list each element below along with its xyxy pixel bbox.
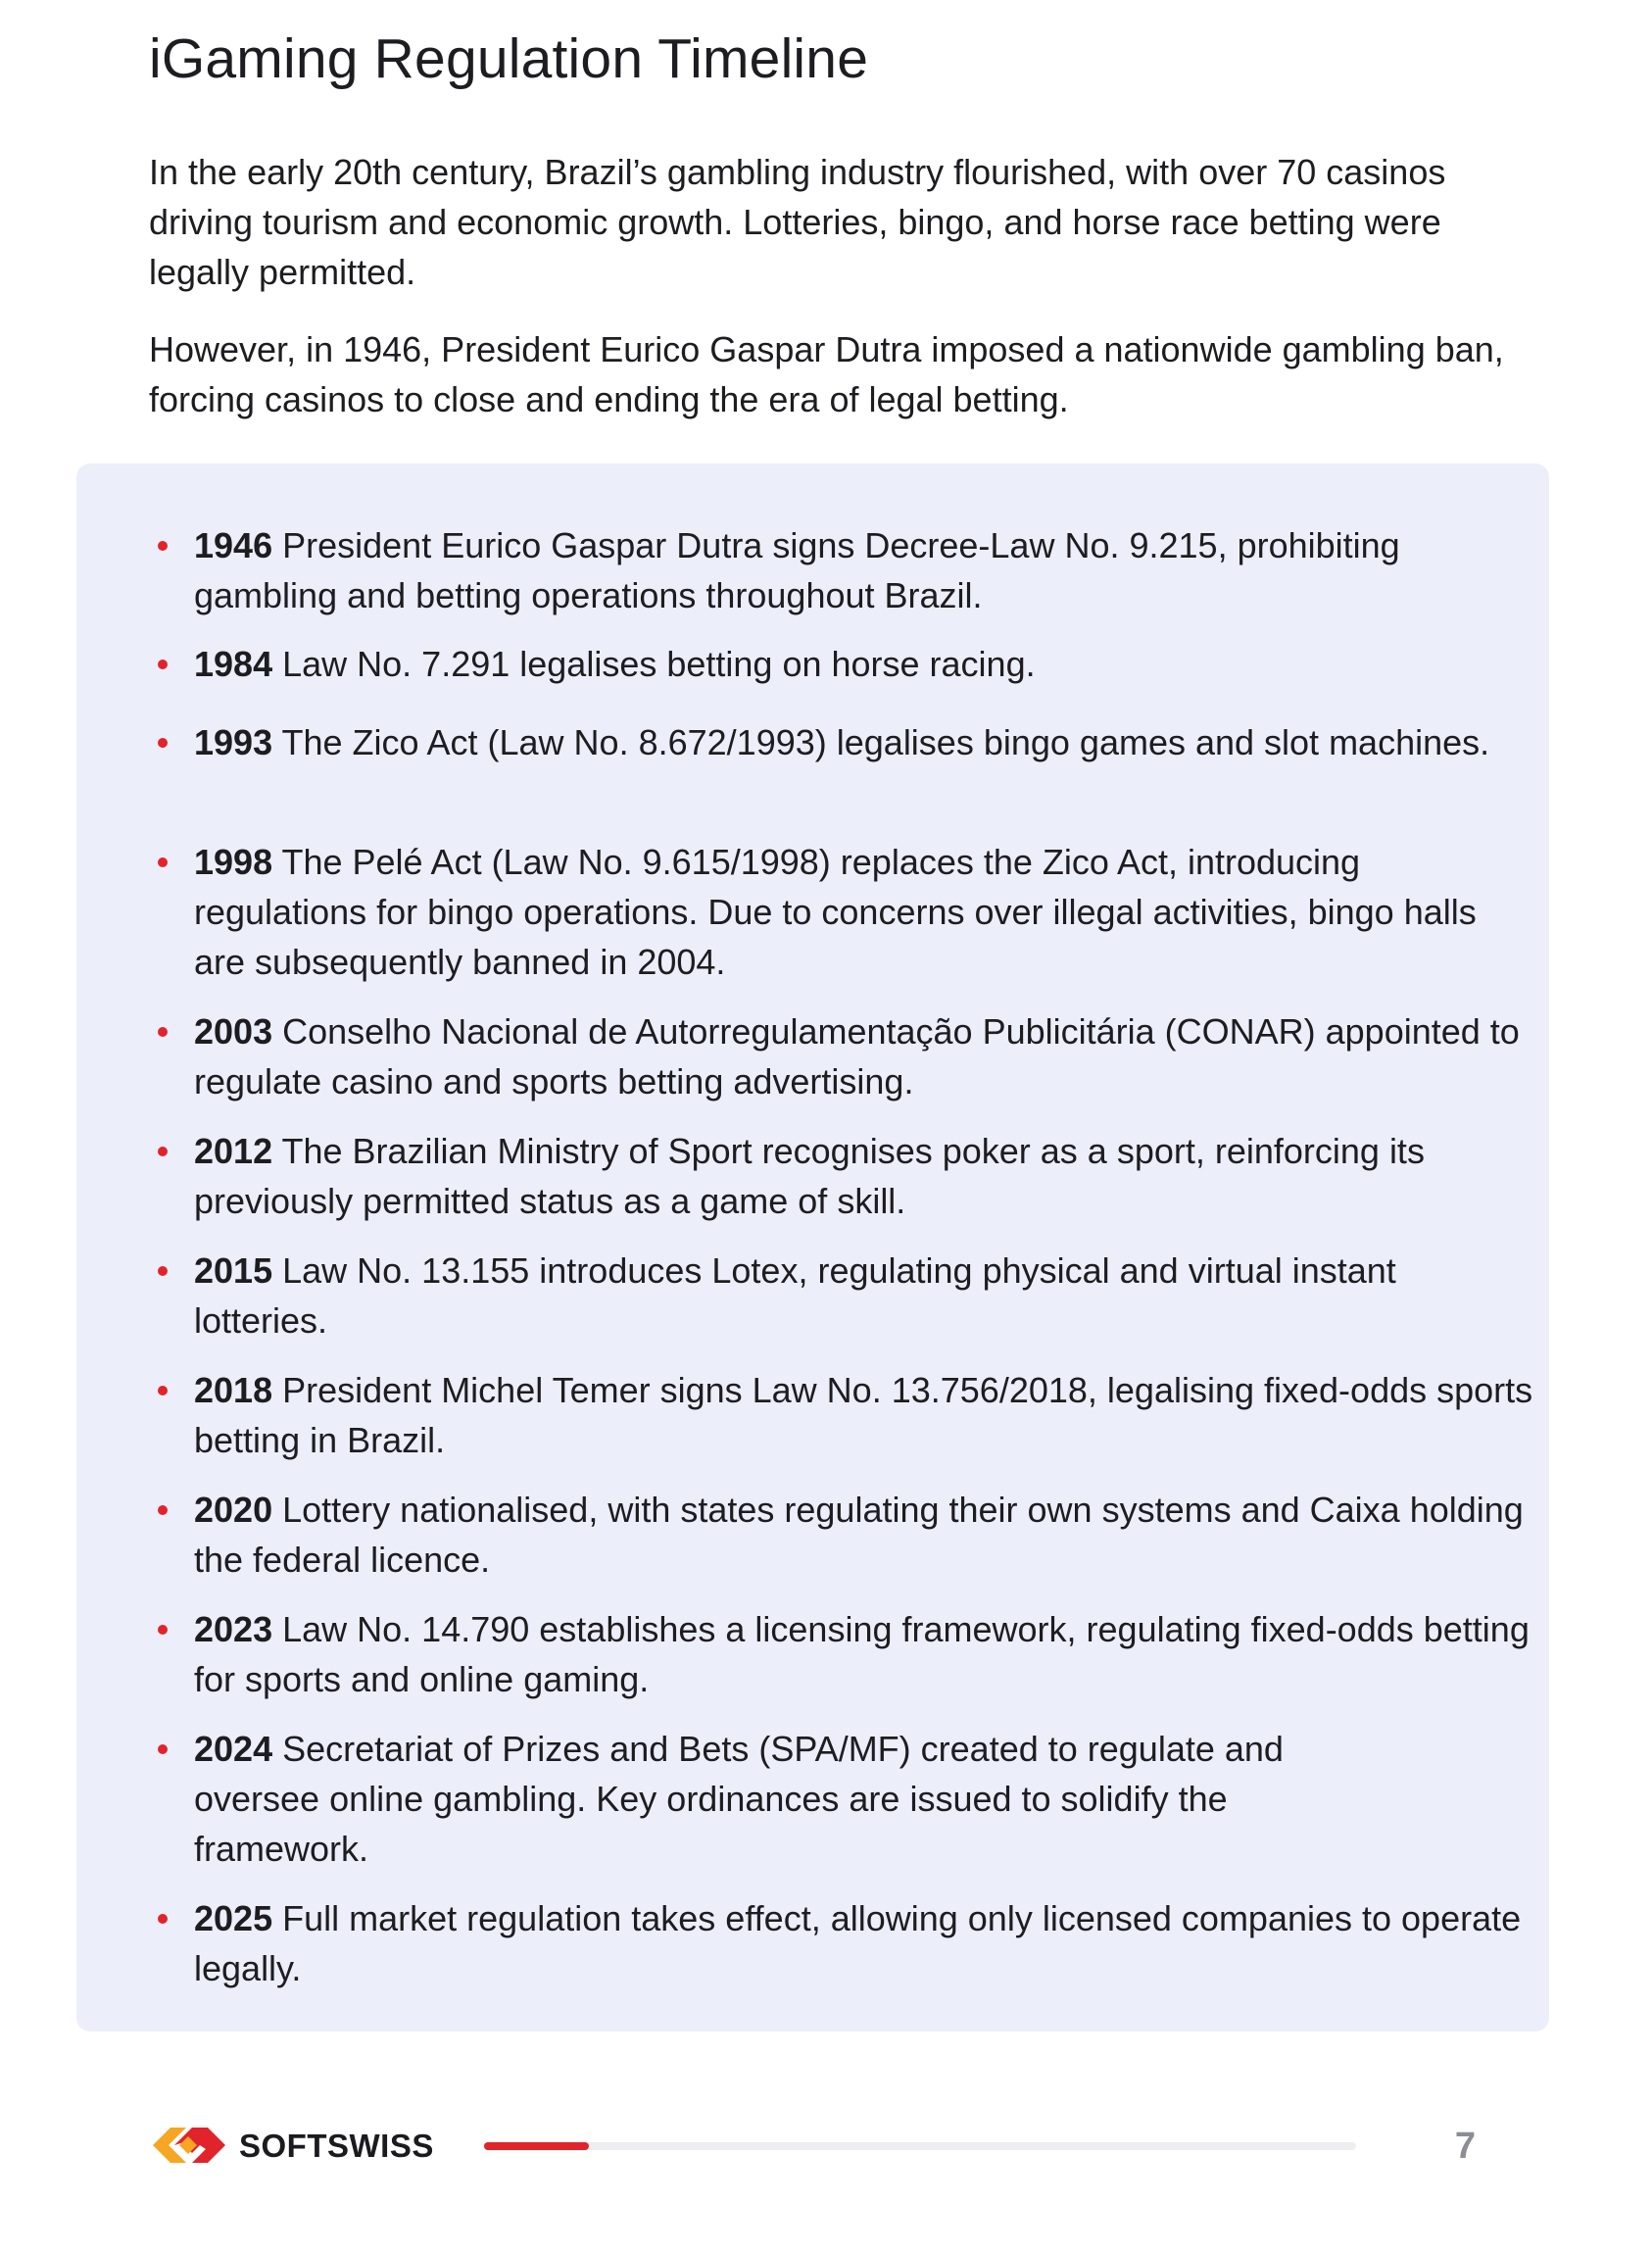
timeline-description: Lottery nationalised, with states regulating their own systems and Caixa holding the federal licence. bbox=[194, 1490, 1524, 1580]
timeline-item-text bbox=[194, 639, 1536, 689]
timeline-year: 1998 bbox=[194, 842, 273, 882]
timeline-description: Law No. 14.790 establishes a licensing framework, regulating fixed-odds betting for sports and online gaming. bbox=[194, 1609, 1530, 1699]
timeline-item-text bbox=[194, 1893, 1536, 1993]
timeline-description: Full market regulation takes effect, allowing only licensed companies to operate legally. bbox=[194, 1898, 1522, 1988]
timeline-year: 1946 bbox=[194, 525, 273, 565]
timeline-item-text bbox=[194, 1006, 1536, 1106]
timeline-year: 2020 bbox=[194, 1490, 273, 1530]
timeline-year: 1984 bbox=[194, 644, 273, 684]
timeline-item-text bbox=[194, 1246, 1536, 1346]
page-footer bbox=[0, 2107, 1652, 2185]
brand-name: SOFTSWISS bbox=[239, 2128, 434, 2164]
intro-section bbox=[149, 147, 1521, 424]
reading-progress-bar bbox=[484, 2142, 1356, 2150]
timeline-description: Law No. 13.155 introduces Lotex, regulating physical and virtual instant lotteries. bbox=[194, 1250, 1396, 1341]
intro-paragraph: In the early 20th century, Brazil’s gambling industry flourished, with over 70 casinos driving tourism and economic growth. Lotteries, bingo, and horse race betting were legally permitted. bbox=[149, 152, 1446, 292]
timeline-year: 1993 bbox=[194, 722, 273, 762]
bullet-icon bbox=[158, 660, 168, 669]
timeline-item-text bbox=[194, 1126, 1536, 1226]
bullet-icon bbox=[158, 857, 168, 867]
intro-paragraph: However, in 1946, President Eurico Gaspar Dutra imposed a nationwide gambling ban, forcing casinos to close and ending the era of legal betting. bbox=[149, 329, 1504, 419]
reading-progress-fill bbox=[484, 2142, 589, 2150]
bullet-icon bbox=[158, 541, 168, 551]
timeline-item-text bbox=[194, 837, 1536, 987]
timeline-year: 2023 bbox=[194, 1609, 273, 1649]
timeline-description: The Zico Act (Law No. 8.672/1993) legalises bingo games and slot machines. bbox=[281, 722, 1490, 762]
timeline-year: 2025 bbox=[194, 1898, 273, 1938]
timeline-description: Secretariat of Prizes and Bets (SPA/MF) created to regulate and oversee online gambling. Key ordinances are issued to solidify the framework. bbox=[194, 1729, 1284, 1869]
bullet-icon bbox=[158, 1147, 168, 1156]
timeline-panel bbox=[76, 464, 1549, 2032]
bullet-icon bbox=[158, 1505, 168, 1515]
timeline-year: 2024 bbox=[194, 1729, 273, 1769]
timeline-item-text bbox=[194, 520, 1536, 620]
timeline-item-text bbox=[194, 1485, 1536, 1585]
timeline-item-text bbox=[194, 1604, 1536, 1704]
timeline-year: 2003 bbox=[194, 1011, 273, 1052]
timeline-description: The Pelé Act (Law No. 9.615/1998) replaces the Zico Act, introducing regulations for bingo operations. Due to concerns over illegal activities, bingo halls are subsequently banned in 2004. bbox=[194, 842, 1477, 982]
bullet-icon bbox=[158, 1027, 168, 1037]
timeline-description: President Eurico Gaspar Dutra signs Decree-Law No. 9.215, prohibiting gambling and betting operations throughout Brazil. bbox=[194, 525, 1400, 615]
timeline-item-text bbox=[194, 1365, 1536, 1465]
page-number: 7 bbox=[1454, 2126, 1476, 2167]
timeline-item-text bbox=[194, 1724, 1350, 1874]
bullet-icon bbox=[158, 1744, 168, 1754]
timeline-description: President Michel Temer signs Law No. 13.756/2018, legalising fixed-odds sports betting in Brazil. bbox=[194, 1370, 1533, 1460]
timeline-description: The Brazilian Ministry of Sport recognises poker as a sport, reinforcing its previously permitted status as a game of skill. bbox=[194, 1131, 1425, 1221]
timeline-description: Conselho Nacional de Autorregulamentação Publicitária (CONAR) appointed to regulate casino and sports betting advertising. bbox=[194, 1011, 1520, 1102]
page-title: iGaming Regulation Timeline bbox=[149, 27, 869, 90]
bullet-icon bbox=[158, 1625, 168, 1635]
bullet-icon bbox=[158, 1386, 168, 1395]
bullet-icon bbox=[158, 1914, 168, 1924]
timeline-year: 2012 bbox=[194, 1131, 273, 1171]
timeline-description: Law No. 7.291 legalises betting on horse racing. bbox=[282, 644, 1036, 684]
bullet-icon bbox=[158, 1266, 168, 1276]
softswiss-logo-icon bbox=[149, 2121, 227, 2170]
timeline-year: 2015 bbox=[194, 1250, 273, 1291]
timeline-year: 2018 bbox=[194, 1370, 273, 1410]
timeline-item-text bbox=[194, 717, 1536, 767]
bullet-icon bbox=[158, 738, 168, 748]
